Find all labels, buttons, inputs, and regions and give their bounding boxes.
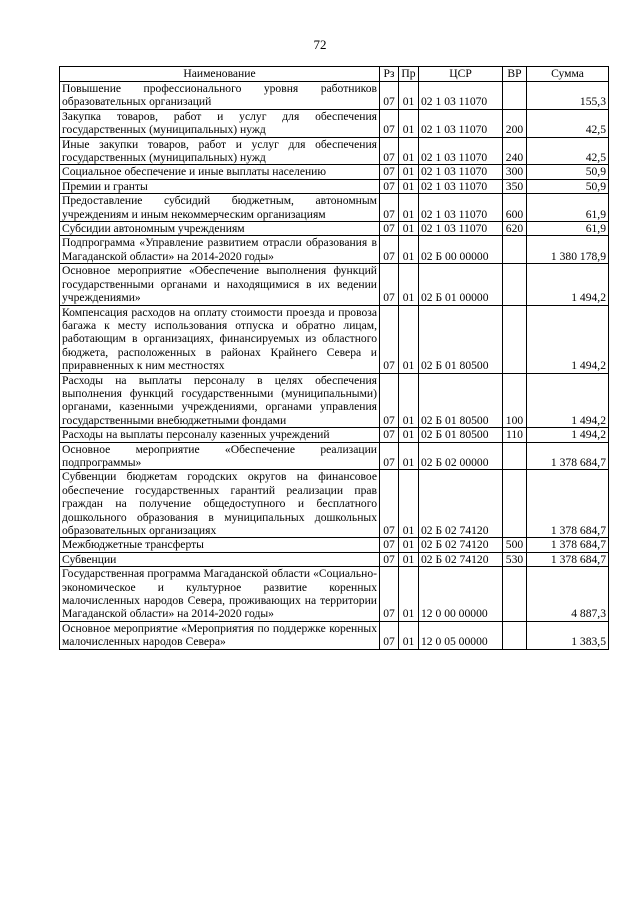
table-header-row	[60, 67, 609, 82]
cell-csr: 02 Б 01 80500	[419, 373, 503, 428]
cell-vr: 300	[503, 165, 527, 179]
cell-rz: 07	[380, 264, 399, 305]
cell-vr	[503, 567, 527, 622]
cell-vr	[503, 442, 527, 470]
cell-pr: 01	[399, 222, 419, 236]
cell-rz: 07	[380, 82, 399, 110]
budget-table	[59, 66, 609, 650]
table-row	[60, 179, 609, 193]
cell-sum: 1 378 684,7	[527, 442, 609, 470]
table-row	[60, 222, 609, 236]
cell-name: Подпрограмма «Управление развитием отрасли образования в Магаданской области» на 2014-2020 годы»	[60, 236, 380, 264]
cell-name: Предоставление субсидий бюджетным, автономным учреждениям и иным некоммерческим организациям	[60, 194, 380, 222]
cell-pr: 01	[399, 305, 419, 373]
cell-sum: 1 494,2	[527, 428, 609, 442]
cell-sum: 4 887,3	[527, 567, 609, 622]
cell-rz: 07	[380, 194, 399, 222]
cell-vr: 240	[503, 137, 527, 165]
cell-pr: 01	[399, 179, 419, 193]
cell-rz: 07	[380, 567, 399, 622]
table-row	[60, 137, 609, 165]
cell-vr	[503, 470, 527, 538]
cell-sum: 1 378 684,7	[527, 552, 609, 566]
table-row	[60, 373, 609, 428]
table-row	[60, 552, 609, 566]
table-body	[60, 82, 609, 650]
table-row	[60, 428, 609, 442]
cell-vr	[503, 236, 527, 264]
cell-vr: 600	[503, 194, 527, 222]
cell-sum: 1 494,2	[527, 373, 609, 428]
cell-sum: 50,9	[527, 179, 609, 193]
cell-rz: 07	[380, 305, 399, 373]
cell-name: Социальное обеспечение и иные выплаты населению	[60, 165, 380, 179]
cell-sum: 1 494,2	[527, 305, 609, 373]
cell-name: Повышение профессионального уровня работников образовательных организаций	[60, 82, 380, 110]
cell-name: Субвенции	[60, 552, 380, 566]
cell-name: Межбюджетные трансферты	[60, 538, 380, 552]
cell-pr: 01	[399, 552, 419, 566]
cell-sum: 1 378 684,7	[527, 538, 609, 552]
cell-vr: 200	[503, 109, 527, 137]
cell-rz: 07	[380, 236, 399, 264]
cell-name: Иные закупки товаров, работ и услуг для обеспечения государственных (муниципальных) нужд	[60, 137, 380, 165]
cell-csr: 12 0 05 00000	[419, 621, 503, 649]
cell-rz: 07	[380, 373, 399, 428]
cell-csr: 02 1 03 11070	[419, 109, 503, 137]
cell-name: Субвенции бюджетам городских округов на финансовое обеспечение государственных гарантий реализации прав граждан на получение общедоступного и бесплатного дошкольного образования в муниципальных дошкольных образовательных организациях	[60, 470, 380, 538]
cell-rz: 07	[380, 470, 399, 538]
cell-name: Государственная программа Магаданской области «Социально-экономическое и культурное развитие коренных малочисленных народов Севера, проживающих на территории Магаданской области» на 2014-2020 годы»	[60, 567, 380, 622]
cell-vr	[503, 621, 527, 649]
cell-csr: 02 1 03 11070	[419, 165, 503, 179]
header-csr: ЦСР	[419, 67, 503, 82]
header-pr: Пр	[399, 67, 419, 82]
cell-sum: 42,5	[527, 137, 609, 165]
table-row	[60, 236, 609, 264]
cell-pr: 01	[399, 442, 419, 470]
cell-pr: 01	[399, 567, 419, 622]
cell-name: Компенсация расходов на оплату стоимости проезда и провоза багажа к месту использования отпуска и обратно лицам, работающим в организациях, финансируемых из областного бюджета, расположенных в районах Крайнего Севера и приравненных к ним местностях	[60, 305, 380, 373]
cell-rz: 07	[380, 428, 399, 442]
cell-pr: 01	[399, 82, 419, 110]
cell-vr: 620	[503, 222, 527, 236]
cell-csr: 02 1 03 11070	[419, 179, 503, 193]
header-rz: Рз	[380, 67, 399, 82]
cell-csr: 02 Б 02 74120	[419, 470, 503, 538]
cell-name: Закупка товаров, работ и услуг для обеспечения государственных (муниципальных) нужд	[60, 109, 380, 137]
cell-vr	[503, 305, 527, 373]
cell-name: Основное мероприятие «Обеспечение реализации подпрограммы»	[60, 442, 380, 470]
cell-name: Основное мероприятие «Мероприятия по поддержке коренных малочисленных народов Севера»	[60, 621, 380, 649]
cell-csr: 02 Б 02 74120	[419, 538, 503, 552]
cell-csr: 02 Б 01 80500	[419, 305, 503, 373]
table-row	[60, 538, 609, 552]
table-row	[60, 442, 609, 470]
header-vr: ВР	[503, 67, 527, 82]
cell-sum: 1 383,5	[527, 621, 609, 649]
cell-name: Премии и гранты	[60, 179, 380, 193]
cell-pr: 01	[399, 428, 419, 442]
cell-csr: 02 Б 02 00000	[419, 442, 503, 470]
cell-rz: 07	[380, 621, 399, 649]
cell-name: Расходы на выплаты персоналу казенных учреждений	[60, 428, 380, 442]
table-row	[60, 470, 609, 538]
cell-sum: 155,3	[527, 82, 609, 110]
cell-rz: 07	[380, 442, 399, 470]
cell-pr: 01	[399, 538, 419, 552]
cell-pr: 01	[399, 470, 419, 538]
cell-name: Расходы на выплаты персоналу в целях обеспечения выполнения функций государственными (муниципальными) органами, казенными учреждениями, органами управления государственными внебюджетными фондами	[60, 373, 380, 428]
cell-csr: 02 Б 01 80500	[419, 428, 503, 442]
cell-pr: 01	[399, 264, 419, 305]
cell-pr: 01	[399, 194, 419, 222]
cell-sum: 1 378 684,7	[527, 470, 609, 538]
cell-sum: 1 494,2	[527, 264, 609, 305]
cell-rz: 07	[380, 222, 399, 236]
cell-name: Субсидии автономным учреждениям	[60, 222, 380, 236]
cell-rz: 07	[380, 179, 399, 193]
cell-pr: 01	[399, 137, 419, 165]
cell-rz: 07	[380, 538, 399, 552]
cell-vr: 530	[503, 552, 527, 566]
cell-rz: 07	[380, 165, 399, 179]
cell-csr: 12 0 00 00000	[419, 567, 503, 622]
cell-csr: 02 1 03 11070	[419, 222, 503, 236]
header-name: Наименование	[60, 67, 380, 82]
cell-pr: 01	[399, 165, 419, 179]
cell-vr: 500	[503, 538, 527, 552]
cell-rz: 07	[380, 552, 399, 566]
cell-csr: 02 Б 00 00000	[419, 236, 503, 264]
cell-csr: 02 Б 02 74120	[419, 552, 503, 566]
cell-pr: 01	[399, 621, 419, 649]
cell-pr: 01	[399, 236, 419, 264]
header-sum: Сумма	[527, 67, 609, 82]
cell-sum: 42,5	[527, 109, 609, 137]
cell-vr: 350	[503, 179, 527, 193]
cell-pr: 01	[399, 373, 419, 428]
cell-rz: 07	[380, 109, 399, 137]
cell-csr: 02 Б 01 00000	[419, 264, 503, 305]
page-number: 72	[313, 37, 327, 52]
cell-sum: 50,9	[527, 165, 609, 179]
cell-sum: 61,9	[527, 194, 609, 222]
cell-vr	[503, 264, 527, 305]
table-row	[60, 567, 609, 622]
table-row	[60, 305, 609, 373]
cell-pr: 01	[399, 109, 419, 137]
table-row	[60, 165, 609, 179]
table-row	[60, 621, 609, 649]
cell-vr: 110	[503, 428, 527, 442]
table-row	[60, 109, 609, 137]
cell-sum: 61,9	[527, 222, 609, 236]
table-row	[60, 82, 609, 110]
cell-vr: 100	[503, 373, 527, 428]
cell-sum: 1 380 178,9	[527, 236, 609, 264]
cell-name: Основное мероприятие «Обеспечение выполнения функций государственными органами и находящимися в их ведении учреждениями»	[60, 264, 380, 305]
cell-csr: 02 1 03 11070	[419, 194, 503, 222]
cell-csr: 02 1 03 11070	[419, 137, 503, 165]
cell-rz: 07	[380, 137, 399, 165]
table-row	[60, 264, 609, 305]
table-row	[60, 194, 609, 222]
cell-csr: 02 1 03 11070	[419, 82, 503, 110]
cell-vr	[503, 82, 527, 110]
